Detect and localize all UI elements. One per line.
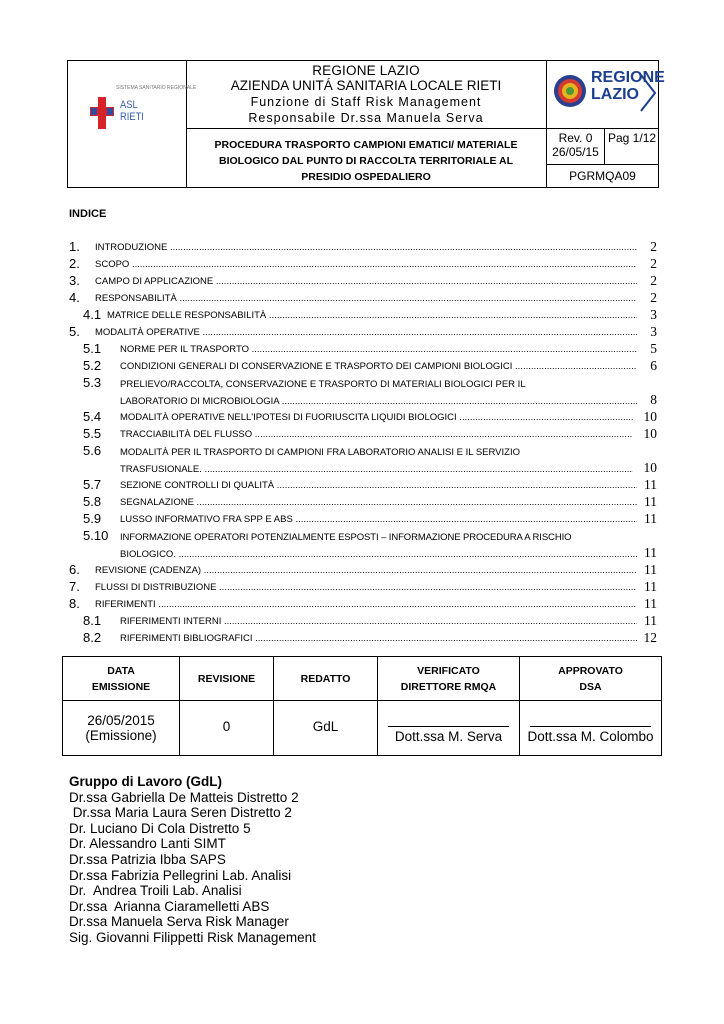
approved-header: APPROVATO DSA [520,657,661,701]
revision-header: REVISIONE [180,657,273,701]
procedure-title: PROCEDURA TRASPORTO CAMPIONI EMATICI/ MATERIALE BIOLOGICO DAL PUNTO DI RACCOLTA TERRITORIALE AL PRESIDIO OSPEDALIERO [214,139,518,183]
agency-name: AZIENDA UNITÁ SANITARIA LOCALE RIETI [230,78,502,93]
group-member: Dr. Luciano Di Cola Distretto 5 [69,820,251,836]
toc-entry[interactable]: 3. CAMPO DI APPLICAZIONE ..... 2 [67,272,657,289]
regione-lazio-logo [553,65,665,121]
verified-header: VERIFICATO DIRETTORE RMQA [378,657,519,701]
revision-value: 0 [222,719,231,734]
revision-column [179,657,273,755]
toc-entry[interactable]: 6. REVISIONE (CADENZA) ..... 11 [67,561,657,578]
toc-entry[interactable]: 5.8 SEGNALAZIONE ..... 11 [67,493,657,510]
regione-lazio-logo-cell [546,61,665,129]
toc-entry[interactable]: 5.7 SEZIONE CONTROLLI DI QUALITÀ ..... 11 [67,476,657,493]
group-member: Dr.ssa Maria Laura Seren Distretto 2 [69,805,292,821]
issue-date-header: DATA EMISSIONE [63,657,179,701]
working-group [69,774,316,946]
red-cross-icon [88,93,118,133]
table-of-contents [67,238,657,646]
group-member: Sig. Giovanni Filippetti Risk Management [69,929,316,945]
staff-function: Funzione di Staff Risk Management [250,95,482,109]
toc-entry[interactable]: 5.4 MODALITÀ OPERATIVE NELL'IPOTESI DI FUORIUSCITA LIQUIDI BIOLOGICI ..... 10 [67,408,657,425]
toc-entry[interactable]: 8. RIFERIMENTI ..... 11 [67,595,657,612]
toc-entry[interactable]: 5.2 CONDIZIONI GENERALI DI CONSERVAZIONE E TRASPORTO DEI CAMPIONI BIOLOGICI ..... 6 [67,357,657,374]
asl-rieti-logo [88,85,197,155]
toc-entry[interactable]: 7. FLUSSI DI DISTRIBUZIONE ..... 11 [67,578,657,595]
issue-date-value: 26/05/2015 (Emissione) [85,713,157,743]
verified-signature: Dott.ssa M. Serva [378,701,519,755]
drafted-column [273,657,377,755]
group-member: Dr.ssa Manuela Serva Risk Manager [69,914,289,930]
regione-lazio-emblem-icon [553,69,587,113]
document-header [67,60,665,188]
asl-system-text: SISTEMA SANITARIO REGIONALE [116,85,197,91]
toc-entry[interactable]: 4.1 MATRICE DELLE RESPONSABILITÀ ..... 3 [67,306,657,323]
procedure-title-cell [186,129,546,187]
toc-entry[interactable]: 5.1 NORME PER IL TRASPORTO ..... 5 [67,340,657,357]
toc-entry[interactable]: 5.3 PRELIEVO/RACCOLTA, CONSERVAZIONE E TRASPORTO DI MATERIALI BIOLOGICI PER IL LABORATORIO DI MICROBIOLOGIA ..... 8 [67,374,657,408]
signature-line [530,726,651,727]
approved-signature: Dott.ssa M. Colombo [520,701,661,755]
verified-column [377,657,519,755]
approval-table [62,656,662,756]
toc-entry[interactable]: 8.1 RIFERIMENTI INTERNI ..... 11 [67,612,657,629]
header-title-cell [186,61,546,129]
toc-entry[interactable]: 4. RESPONSABILITÀ ..... 2 [67,289,657,306]
group-member: Dr.ssa Patrizia Ibba SAPS [69,851,226,867]
drafted-header: REDATTO [274,657,377,701]
revision-number: Rev. 0 [558,131,593,145]
index-title: INDICE [69,208,107,220]
asl-name: ASL RIETI [120,99,144,123]
toc-entry[interactable]: 5.5 TRACCIABILITÀ DEL FLUSSO ..... 10 [67,425,657,442]
group-member: Dr.ssa Fabrizia Pellegrini Lab. Analisi [69,867,292,883]
signature-line [388,726,509,727]
toc-entry[interactable]: 5.6 MODALITÀ PER IL TRASPORTO DI CAMPIONI FRA LABORATORIO ANALISI E IL SERVIZIO TRASFUSIONALE. ..... 10 [67,442,657,476]
asl-logo-cell [68,61,197,187]
toc-entry[interactable]: 5. MODALITÀ OPERATIVE ..... 3 [67,323,657,340]
drafted-value: GdL [312,719,339,734]
regione-lazio-text: REGIONE LAZIO [591,69,665,103]
revision-cell [546,129,604,165]
document-code: PGRMQA09 [546,165,658,187]
responsible-person: Responsabile Dr.ssa Manuela Serva [248,111,484,125]
group-member: Dr.ssa Arianna Ciaramelletti ABS [69,898,270,914]
chevron-right-icon [639,73,659,113]
page-number: Pag 1/12 [604,129,658,165]
toc-entry[interactable]: 2. SCOPO ..... 2 [67,255,657,272]
toc-entry[interactable]: 1. INTRODUZIONE ..... 2 [67,238,657,255]
working-group-title: Gruppo di Lavoro (GdL) [69,774,222,789]
group-member: Dr. Andrea Troili Lab. Analisi [69,883,242,899]
toc-entry[interactable]: 5.9 LUSSO INFORMATIVO FRA SPP E ABS ..... 11 [67,510,657,527]
approved-column [519,657,661,755]
group-member: Dr. Alessandro Lanti SIMT [69,836,226,852]
group-member: Dr.ssa Gabriella De Matteis Distretto 2 [69,789,299,805]
toc-entry[interactable]: 8.2 RIFERIMENTI BIBLIOGRAFICI ..... 12 [67,629,657,646]
issue-date-column [63,657,179,755]
toc-entry[interactable]: 5.10 INFORMAZIONE OPERATORI POTENZIALMENTE ESPOSTI – INFORMAZIONE PROCEDURA A RISCHIO BIOLOGICO. ..... 11 [67,527,657,561]
region-name: REGIONE LAZIO [312,63,420,78]
revision-date: 26/05/15 [552,145,599,159]
